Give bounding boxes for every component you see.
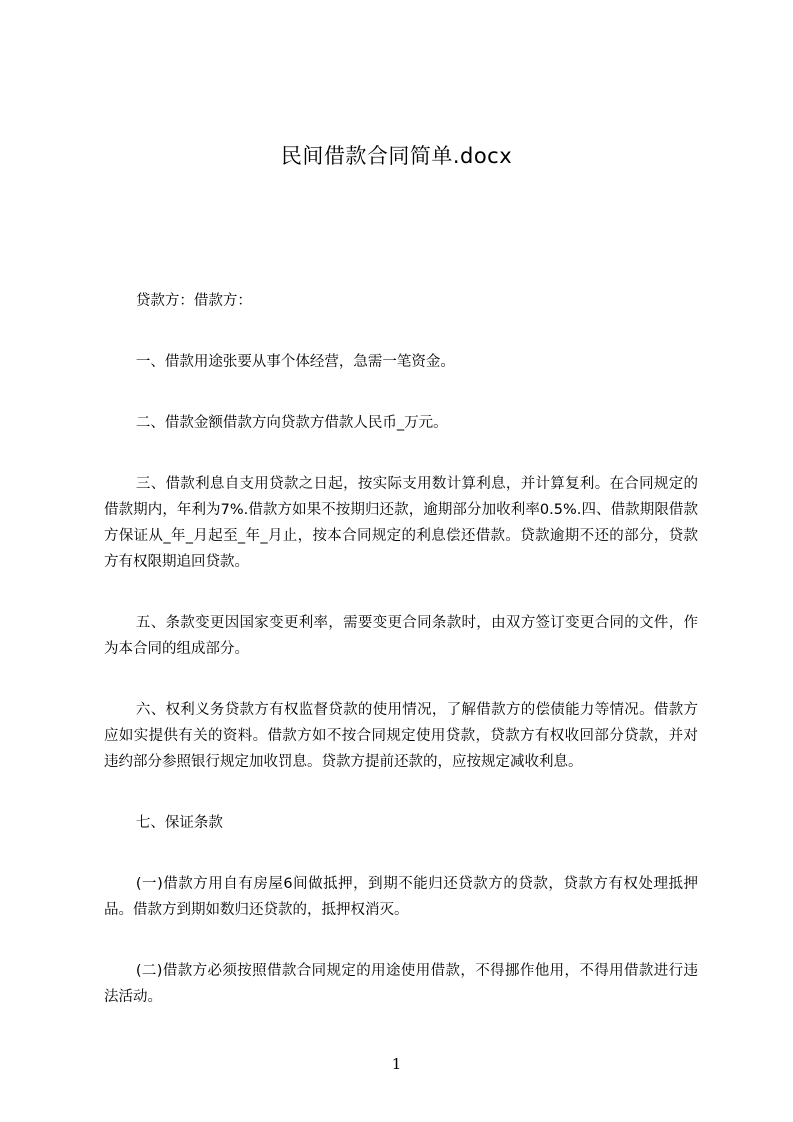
loan-interest-paragraph: 三、借款利息自支用贷款之日起，按实际支用数计算利息，并计算复利。在合同规定的借款期内，年利为7%.借款方如果不按期归还款，逾期部分加收利率0.5%.四、借款期限借款方保证从_年_月起至_年_月止，按本合同规定的利息偿还借款。贷款逾期不还的部分，贷款方有权限期追回贷款。 xyxy=(104,476,698,570)
guarantee-heading: 七、保证条款 xyxy=(135,815,223,831)
rights-obligations-paragraph: 六、权利义务贷款方有权监督贷款的使用情况，了解借款方的偿债能力等情况。借款方应如实提供有关的资料。借款方如不按合同规定使用贷款，贷款方有权收回部分贷款，并对违约部分参照银行规定加收罚息。贷款方提前还款的，应按规定减收利息。 xyxy=(104,702,698,770)
document-title: 民间借款合同简单.docx xyxy=(280,144,513,168)
page-number: 1 xyxy=(391,1055,402,1073)
clause-change-paragraph: 五、条款变更因国家变更利率，需要变更合同条款时，由双方签订变更合同的文件，作为本合同的组成部分。 xyxy=(104,615,698,657)
loan-purpose-paragraph: 一、借款用途张要从事个体经营，急需一笔资金。 xyxy=(135,354,455,370)
guarantee-clause-1: (一)借款方用自有房屋6间做抵押，到期不能归还贷款方的贷款，贷款方有权处理抵押品。借款方到期如数归还贷款的，抵押权消灭。 xyxy=(104,876,698,918)
loan-amount-paragraph: 二、借款金额借款方向贷款方借款人民币_万元。 xyxy=(135,415,448,431)
document-body xyxy=(104,288,698,1045)
parties-paragraph: 贷款方：借款方： xyxy=(135,293,252,309)
guarantee-clause-2: (二)借款方必须按照借款合同规定的用途使用借款，不得挪作他用，不得用借款进行违法活动。 xyxy=(104,963,698,1005)
